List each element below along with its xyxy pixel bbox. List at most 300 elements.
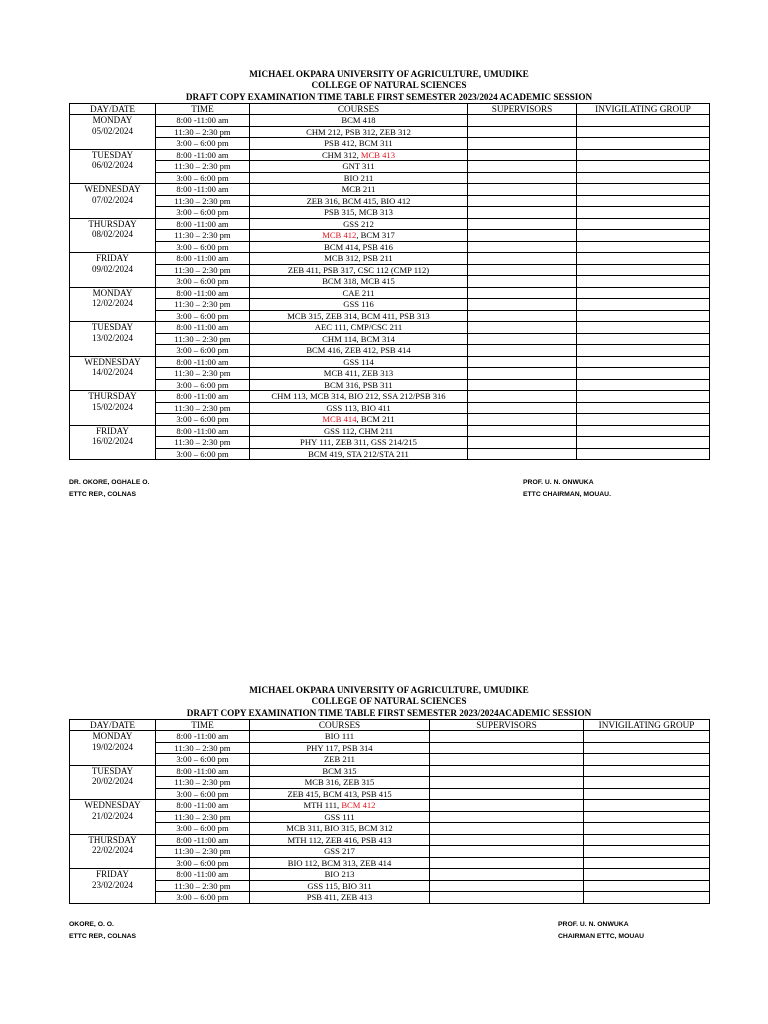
courses-cell: [250, 880, 430, 892]
time-cell: 3:00 – 6:00 pm: [156, 241, 250, 253]
course-text: BIO 213: [324, 869, 355, 880]
course-text: BCM 315: [322, 765, 357, 776]
day-date-cell: [70, 115, 156, 150]
course-text: CHM 312,: [321, 149, 361, 160]
invigilating-group-cell: [577, 310, 710, 322]
day-date-cell: [70, 149, 156, 184]
table-row: [70, 195, 710, 207]
time-cell: 8:00 -11:00 am: [156, 356, 250, 368]
day-label: TUESDAY: [91, 322, 134, 333]
course-text: MCB 211: [341, 184, 376, 195]
courses-cell: [250, 777, 430, 789]
invigilating-group-cell: [577, 264, 710, 276]
time-cell: 11:30 – 2:30 pm: [156, 264, 250, 276]
signature-left-2: [69, 919, 136, 942]
invigilating-group-cell: [577, 448, 710, 460]
table-row: [70, 172, 710, 184]
college-name: COLLEGE OF NATURAL SCIENCES: [311, 696, 467, 707]
supervisors-cell: [468, 172, 577, 184]
courses-cell: [250, 368, 468, 380]
supervisors-cell: [468, 241, 577, 253]
invigilating-group-cell: [577, 391, 710, 403]
supervisors-cell: [430, 869, 584, 881]
supervisors-cell: [468, 448, 577, 460]
supervisors-cell: [430, 892, 584, 904]
course-text: GSS 111: [324, 811, 355, 822]
time-cell: 3:00 – 6:00 pm: [156, 414, 250, 426]
courses-cell: [250, 310, 468, 322]
signatory-title: ETTC REP., COLNAS: [69, 932, 137, 940]
time-cell: 11:30 – 2:30 pm: [156, 811, 250, 823]
course-text: GSS 212: [343, 218, 374, 229]
day-label: WEDNESDAY: [84, 356, 141, 367]
courses-cell: [250, 264, 468, 276]
day-date-cell: [70, 322, 156, 357]
invigilating-group-cell: [577, 230, 710, 242]
invigilating-group-cell: [584, 834, 710, 846]
course-text: MTH 111,: [303, 800, 342, 811]
time-cell: 11:30 – 2:30 pm: [156, 333, 250, 345]
courses-cell: [250, 184, 468, 196]
timetable-block-1: [69, 69, 709, 460]
courses-cell: [250, 846, 430, 858]
date-label: 16/02/2024: [91, 436, 133, 447]
time-cell: 8:00 -11:00 am: [156, 322, 250, 334]
day-date-cell: [70, 834, 156, 869]
invigilating-group-cell: [577, 207, 710, 219]
time-cell: 3:00 – 6:00 pm: [156, 172, 250, 184]
course-text: AEC 111, CMP/CSC 211: [314, 322, 403, 333]
day-date-cell: [70, 356, 156, 391]
time-cell: 8:00 -11:00 am: [156, 391, 250, 403]
table-row: [70, 834, 710, 846]
course-text: MTH 112, ZEB 416, PSB 413: [287, 834, 392, 845]
date-label: 14/02/2024: [91, 367, 133, 378]
table-row: [70, 264, 710, 276]
courses-cell: [250, 161, 468, 173]
invigilating-group-cell: [577, 195, 710, 207]
day-label: THURSDAY: [88, 834, 137, 845]
invigilating-group-cell: [584, 869, 710, 881]
supervisors-cell: [468, 149, 577, 161]
invigilating-group-cell: [577, 115, 710, 127]
invigilating-group-cell: [584, 857, 710, 869]
day-label: THURSDAY: [88, 218, 137, 229]
courses-cell: [250, 241, 468, 253]
courses-cell: [250, 823, 430, 835]
day-date-cell: [70, 218, 156, 253]
day-date-cell: [70, 425, 156, 460]
time-cell: 8:00 -11:00 am: [156, 765, 250, 777]
timetable: [69, 719, 710, 904]
date-label: 19/02/2024: [91, 741, 133, 752]
table-row: [70, 425, 710, 437]
table-row: [70, 138, 710, 150]
date-label: 22/02/2024: [91, 845, 133, 856]
table-row: [70, 731, 710, 743]
time-cell: 8:00 -11:00 am: [156, 184, 250, 196]
table-row: [70, 115, 710, 127]
table-row: [70, 857, 710, 869]
courses-cell: [250, 834, 430, 846]
table-row: [70, 777, 710, 789]
table-row: [70, 742, 710, 754]
column-header-day-date: DAY/DATE: [70, 103, 156, 115]
invigilating-group-cell: [577, 126, 710, 138]
invigilating-group-cell: [577, 253, 710, 265]
table-row: [70, 218, 710, 230]
courses-cell: [250, 172, 468, 184]
table-row: [70, 356, 710, 368]
supervisors-cell: [430, 742, 584, 754]
day-label: WEDNESDAY: [84, 184, 141, 195]
courses-cell: [250, 149, 468, 161]
courses-cell: [250, 333, 468, 345]
invigilating-group-cell: [577, 414, 710, 426]
column-header-supervisors: SUPERVISORS: [468, 103, 577, 115]
table-row: [70, 310, 710, 322]
date-label: 09/02/2024: [91, 263, 133, 274]
time-cell: 11:30 – 2:30 pm: [156, 161, 250, 173]
table-row: [70, 880, 710, 892]
signatory-name: PROF. U. N. ONWUKA: [558, 921, 629, 928]
day-label: WEDNESDAY: [84, 800, 141, 811]
time-cell: 11:30 – 2:30 pm: [156, 368, 250, 380]
invigilating-group-cell: [577, 333, 710, 345]
day-date-cell: [70, 253, 156, 288]
supervisors-cell: [468, 138, 577, 150]
time-cell: 8:00 -11:00 am: [156, 287, 250, 299]
college-name: COLLEGE OF NATURAL SCIENCES: [311, 80, 467, 91]
supervisors-cell: [468, 184, 577, 196]
column-header-invigilating-group: INVIGILATING GROUP: [584, 719, 710, 731]
supervisors-cell: [468, 437, 577, 449]
course-text: BIO 211: [343, 172, 374, 183]
table-row: [70, 253, 710, 265]
invigilating-group-cell: [577, 322, 710, 334]
course-text: CHM 212, PSB 312, ZEB 312: [306, 126, 411, 137]
courses-cell: [250, 207, 468, 219]
invigilating-group-cell: [584, 823, 710, 835]
date-label: 21/02/2024: [91, 810, 133, 821]
courses-cell: [250, 345, 468, 357]
courses-cell: [250, 742, 430, 754]
invigilating-group-cell: [577, 287, 710, 299]
university-name: MICHAEL OKPARA UNIVERSITY OF AGRICULTURE, UMUDIKE: [249, 69, 529, 79]
invigilating-group-cell: [577, 218, 710, 230]
supervisors-cell: [430, 823, 584, 835]
signatory-name: PROF. U. N. ONWUKA: [523, 479, 594, 486]
time-cell: 3:00 – 6:00 pm: [156, 788, 250, 800]
invigilating-group-cell: [577, 402, 710, 414]
course-text: BCM 316, PSB 311: [324, 379, 393, 390]
invigilating-group-cell: [584, 777, 710, 789]
table-row: [70, 230, 710, 242]
time-cell: 8:00 -11:00 am: [156, 800, 250, 812]
table-row: [70, 869, 710, 881]
supervisors-cell: [468, 391, 577, 403]
column-header-day-date: DAY/DATE: [70, 719, 156, 731]
supervisors-cell: [430, 857, 584, 869]
invigilating-group-cell: [584, 811, 710, 823]
course-text: CHM 113, MCB 314, BIO 212, SSA 212/PSB 316: [271, 391, 446, 402]
courses-cell: [250, 425, 468, 437]
course-text: BCM 419, STA 212/STA 211: [308, 448, 409, 459]
supervisors-cell: [468, 368, 577, 380]
course-text: GSS 112, CHM 211: [323, 425, 394, 436]
time-cell: 3:00 – 6:00 pm: [156, 892, 250, 904]
table-row: [70, 402, 710, 414]
invigilating-group-cell: [577, 161, 710, 173]
course-text: BCM 418: [341, 115, 376, 126]
course-text: MCB 411, ZEB 313: [323, 368, 394, 379]
table-row: [70, 299, 710, 311]
time-cell: 8:00 -11:00 am: [156, 869, 250, 881]
day-label: TUESDAY: [91, 149, 134, 160]
column-header-supervisors: SUPERVISORS: [430, 719, 584, 731]
time-cell: 11:30 – 2:30 pm: [156, 230, 250, 242]
invigilating-group-cell: [577, 299, 710, 311]
supervisors-cell: [468, 276, 577, 288]
time-cell: 3:00 – 6:00 pm: [156, 207, 250, 219]
courses-cell: [250, 299, 468, 311]
table-row: [70, 126, 710, 138]
day-label: FRIDAY: [96, 869, 129, 880]
timetable-block-2: [69, 685, 709, 904]
table-row: [70, 892, 710, 904]
table-row: [70, 184, 710, 196]
table-row: [70, 368, 710, 380]
date-label: 08/02/2024: [91, 229, 133, 240]
university-name: MICHAEL OKPARA UNIVERSITY OF AGRICULTURE, UMUDIKE: [249, 685, 529, 695]
column-header-time: TIME: [156, 719, 250, 731]
time-cell: 3:00 – 6:00 pm: [156, 448, 250, 460]
table-row: [70, 391, 710, 403]
time-cell: 3:00 – 6:00 pm: [156, 276, 250, 288]
courses-cell: [250, 356, 468, 368]
signature-right-1: [523, 477, 611, 500]
invigilating-group-cell: [584, 892, 710, 904]
course-text: BCM 416, ZEB 412, PSB 414: [306, 345, 411, 356]
date-label: 20/02/2024: [91, 776, 133, 787]
signatory-title: ETTC CHAIRMAN, MOUAU.: [523, 490, 611, 498]
day-date-cell: [70, 731, 156, 766]
table-row: [70, 322, 710, 334]
table-row: [70, 345, 710, 357]
column-header-courses: COURSES: [250, 719, 430, 731]
day-date-cell: [70, 800, 156, 835]
signature-left-1: [69, 477, 149, 500]
invigilating-group-cell: [577, 379, 710, 391]
day-date-cell: [70, 184, 156, 219]
invigilating-group-cell: [584, 800, 710, 812]
table-row: [70, 333, 710, 345]
course-text: , BCM 211: [356, 414, 395, 425]
supervisors-cell: [468, 230, 577, 242]
courses-cell: [250, 857, 430, 869]
signatory-title: CHAIRMAN ETTC, MOUAU: [558, 932, 645, 940]
day-date-cell: [70, 869, 156, 904]
time-cell: 8:00 -11:00 am: [156, 115, 250, 127]
time-cell: 11:30 – 2:30 pm: [156, 437, 250, 449]
supervisors-cell: [430, 846, 584, 858]
course-text: BIO 112, BCM 313, ZEB 414: [287, 857, 392, 868]
course-text: GSS 217: [324, 846, 355, 857]
table-row: [70, 379, 710, 391]
supervisors-cell: [468, 264, 577, 276]
time-cell: 11:30 – 2:30 pm: [156, 880, 250, 892]
supervisors-cell: [468, 333, 577, 345]
supervisors-cell: [468, 195, 577, 207]
date-label: 05/02/2024: [91, 125, 133, 136]
supervisors-cell: [468, 310, 577, 322]
column-header-time: TIME: [156, 103, 250, 115]
time-cell: 11:30 – 2:30 pm: [156, 742, 250, 754]
table-row: [70, 823, 710, 835]
courses-cell: [250, 811, 430, 823]
invigilating-group-cell: [577, 437, 710, 449]
time-cell: 3:00 – 6:00 pm: [156, 379, 250, 391]
invigilating-group-cell: [584, 788, 710, 800]
day-date-cell: [70, 765, 156, 800]
courses-cell: [250, 788, 430, 800]
course-text: , BCM 317: [356, 230, 395, 241]
supervisors-cell: [468, 414, 577, 426]
invigilating-group-cell: [577, 356, 710, 368]
course-text: ZEB 316, BCM 415, BIO 412: [306, 195, 411, 206]
course-code-highlighted: MCB 414: [322, 414, 357, 425]
time-cell: 3:00 – 6:00 pm: [156, 310, 250, 322]
course-text: MCB 315, ZEB 314, BCM 411, PSB 313: [287, 310, 430, 321]
invigilating-group-cell: [577, 138, 710, 150]
course-code-highlighted: BCM 412: [341, 800, 376, 811]
supervisors-cell: [430, 788, 584, 800]
course-text: GSS 113, BIO 411: [326, 402, 391, 413]
day-label: MONDAY: [92, 731, 133, 742]
course-text: GSS 116: [343, 299, 374, 310]
course-text: CAE 211: [342, 287, 375, 298]
course-text: ZEB 411, PSB 317, CSC 112 (CMP 112): [287, 264, 430, 275]
supervisors-cell: [430, 777, 584, 789]
table-row: [70, 846, 710, 858]
invigilating-group-cell: [584, 846, 710, 858]
supervisors-cell: [468, 115, 577, 127]
course-text: BCM 318, MCB 415: [322, 276, 395, 287]
table-row: [70, 765, 710, 777]
time-cell: 8:00 -11:00 am: [156, 149, 250, 161]
invigilating-group-cell: [577, 276, 710, 288]
supervisors-cell: [430, 800, 584, 812]
courses-cell: [250, 287, 468, 299]
table-row: [70, 241, 710, 253]
date-label: 07/02/2024: [91, 194, 133, 205]
day-label: FRIDAY: [96, 425, 129, 436]
supervisors-cell: [430, 765, 584, 777]
table-row: [70, 448, 710, 460]
course-text: CHM 114, BCM 314: [322, 333, 395, 344]
table-row: [70, 754, 710, 766]
courses-cell: [250, 138, 468, 150]
courses-cell: [250, 731, 430, 743]
supervisors-cell: [468, 161, 577, 173]
invigilating-group-cell: [584, 754, 710, 766]
courses-cell: [250, 437, 468, 449]
courses-cell: [250, 414, 468, 426]
course-text: PHY 111, ZEB 311, GSS 214/215: [300, 437, 417, 448]
invigilating-group-cell: [584, 731, 710, 743]
course-text: MCB 312, PSB 211: [324, 253, 393, 264]
course-text: MCB 311, BIO 315, BCM 312: [286, 823, 393, 834]
time-cell: 8:00 -11:00 am: [156, 425, 250, 437]
courses-cell: [250, 379, 468, 391]
invigilating-group-cell: [584, 742, 710, 754]
course-text: BCM 414, PSB 416: [324, 241, 393, 252]
course-code-highlighted: MCB 412: [322, 230, 357, 241]
signatory-title: ETTC REP., COLNAS: [69, 490, 137, 498]
supervisors-cell: [430, 811, 584, 823]
date-label: 15/02/2024: [91, 401, 133, 412]
date-label: 23/02/2024: [91, 879, 133, 890]
day-date-cell: [70, 391, 156, 426]
course-text: GSS 115, BIO 311: [307, 880, 372, 891]
time-cell: 3:00 – 6:00 pm: [156, 823, 250, 835]
courses-cell: [250, 195, 468, 207]
table-row: [70, 276, 710, 288]
courses-cell: [250, 765, 430, 777]
courses-cell: [250, 218, 468, 230]
column-header-courses: COURSES: [250, 103, 468, 115]
time-cell: 8:00 -11:00 am: [156, 253, 250, 265]
time-cell: 3:00 – 6:00 pm: [156, 138, 250, 150]
supervisors-cell: [468, 218, 577, 230]
time-cell: 8:00 -11:00 am: [156, 218, 250, 230]
column-header-invigilating-group: INVIGILATING GROUP: [577, 103, 710, 115]
course-text: PHY 117, PSB 314: [306, 742, 373, 753]
signatory-name: DR. OKORE, OGHALE O.: [69, 479, 150, 486]
supervisors-cell: [468, 299, 577, 311]
course-code-highlighted: MCB 413: [360, 149, 396, 160]
table-row: [70, 788, 710, 800]
table-row: [70, 161, 710, 173]
supervisors-cell: [468, 253, 577, 265]
supervisors-cell: [468, 322, 577, 334]
day-label: TUESDAY: [91, 765, 134, 776]
timetable-title: DRAFT COPY EXAMINATION TIME TABLE FIRST SEMESTER 2023/2024ACADEMIC SESSION: [186, 707, 592, 718]
invigilating-group-cell: [577, 345, 710, 357]
invigilating-group-cell: [577, 241, 710, 253]
signatory-name: OKORE, O. O.: [69, 921, 114, 928]
time-cell: 8:00 -11:00 am: [156, 731, 250, 743]
date-label: 06/02/2024: [91, 160, 133, 171]
time-cell: 3:00 – 6:00 pm: [156, 857, 250, 869]
timetable-title: DRAFT COPY EXAMINATION TIME TABLE FIRST SEMESTER 2023/2024 ACADEMIC SESSION: [185, 91, 593, 102]
day-label: FRIDAY: [96, 253, 129, 264]
courses-cell: [250, 754, 430, 766]
courses-cell: [250, 391, 468, 403]
invigilating-group-cell: [584, 765, 710, 777]
time-cell: 11:30 – 2:30 pm: [156, 126, 250, 138]
table-row: [70, 287, 710, 299]
courses-cell: [250, 253, 468, 265]
day-label: THURSDAY: [88, 391, 137, 402]
course-text: ZEB 211: [324, 754, 355, 765]
courses-cell: [250, 800, 430, 812]
time-cell: 11:30 – 2:30 pm: [156, 777, 250, 789]
invigilating-group-cell: [577, 172, 710, 184]
table-row: [70, 811, 710, 823]
course-text: MCB 316, ZEB 315: [304, 777, 375, 788]
invigilating-group-cell: [577, 425, 710, 437]
